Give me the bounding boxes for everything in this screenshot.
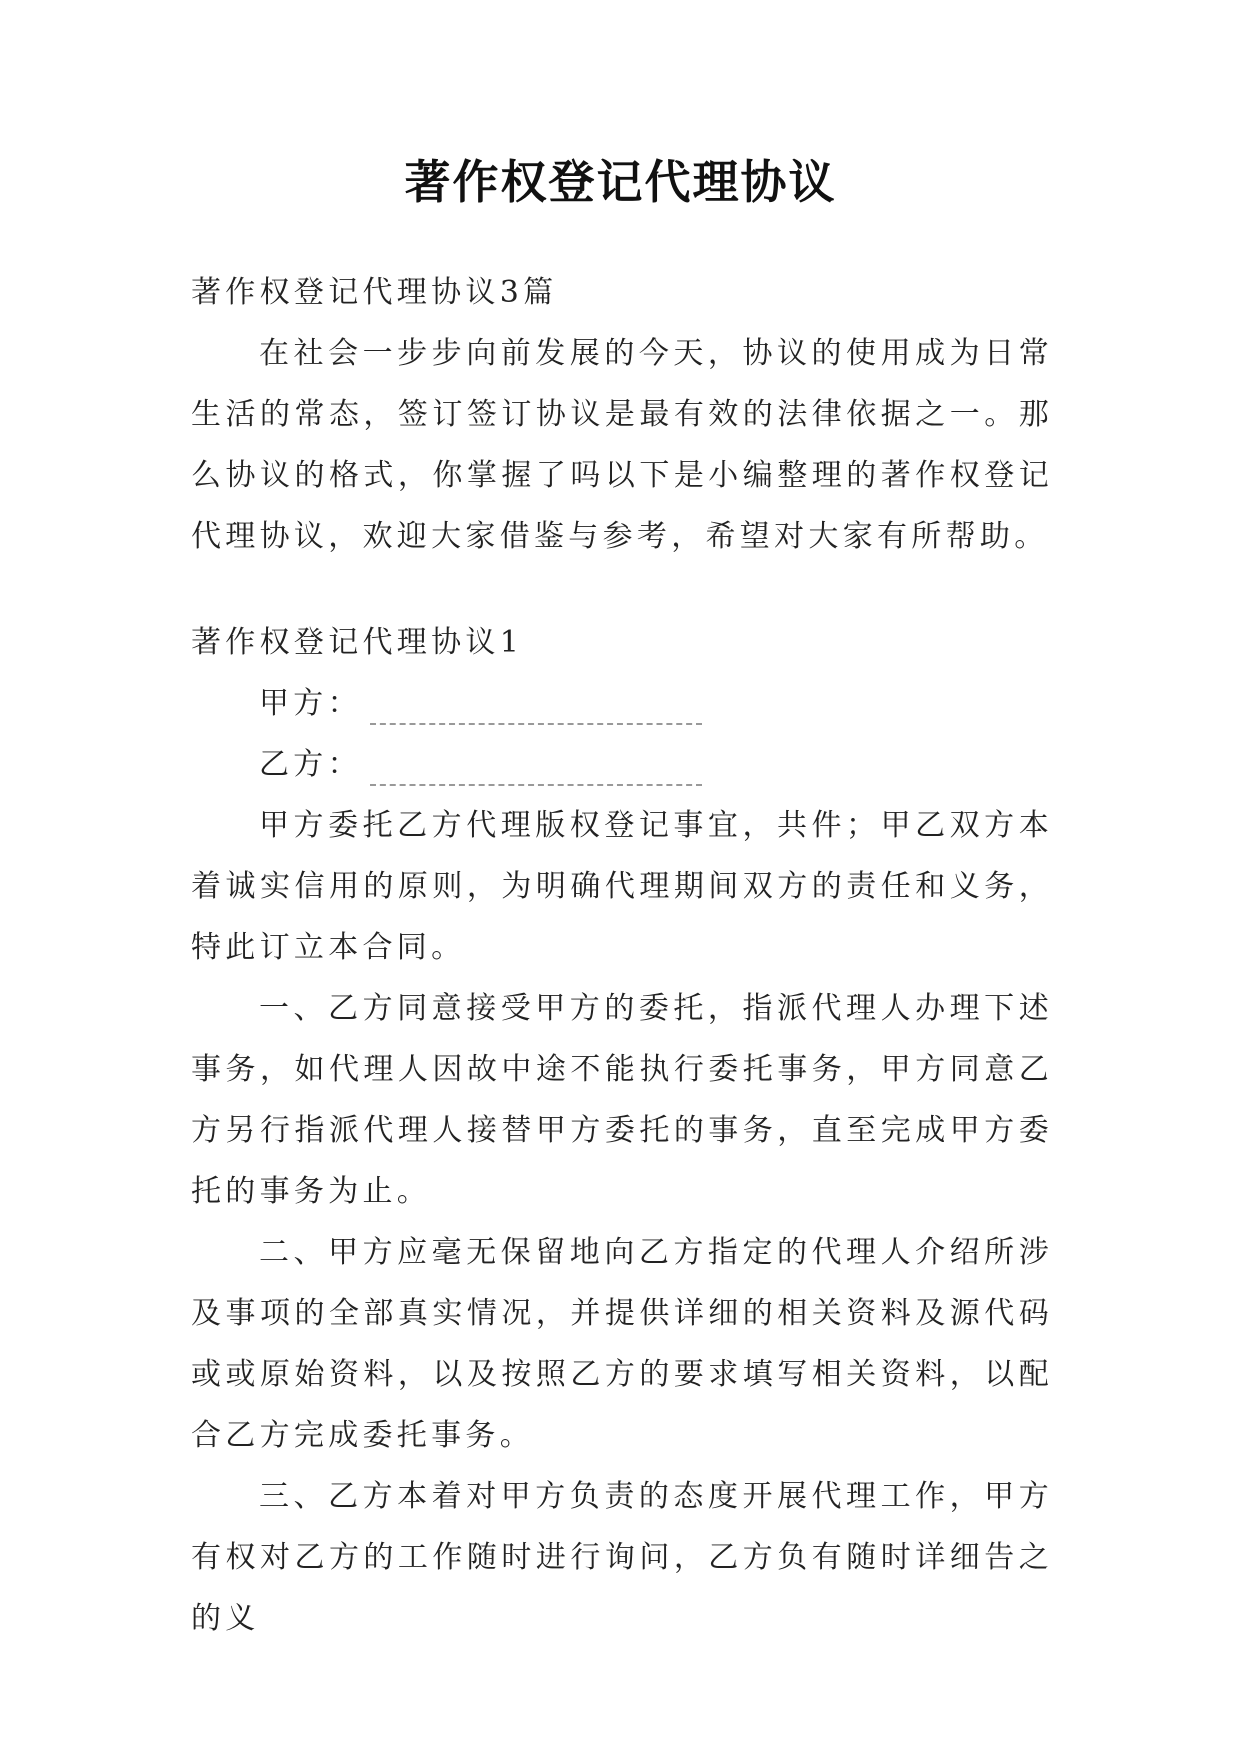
paragraph-clause-2: 二、甲方应毫无保留地向乙方指定的代理人介绍所涉及事项的全部真实情况，并提供详细的相关资料及源代码或或原始资料，以及按照乙方的要求填写相关资料，以配合乙方完成委托事务。 [191, 1235, 1053, 1453]
paragraph-clause-1: 一、乙方同意接受甲方的委托，指派代理人办理下述事务，如代理人因故中途不能执行委托事务，甲方同意乙方另行指派代理人接替甲方委托的事务，直至完成甲方委托的事务为止。 [191, 991, 1053, 1209]
section-heading: 著作权登记代理协议1 [191, 625, 524, 660]
intro-heading: 著作权登记代理协议3篇 [191, 275, 558, 310]
intro-paragraph: 在社会一步步向前发展的今天，协议的使用成为日常生活的常态，签订签订协议是最有效的法律依据之一。那么协议的格式，你掌握了吗以下是小编整理的著作权登记代理协议，欢迎大家借鉴与参考，希望对大家有所帮助。 [191, 336, 1053, 554]
document-title: 著作权登记代理协议 [404, 155, 837, 209]
party-a-label: 甲方： [259, 686, 362, 721]
party-b-field [191, 734, 1053, 795]
paragraph-clause-3: 三、乙方本着对甲方负责的态度开展代理工作，甲方有权对乙方的工作随时进行询问，乙方负有随时详细告之的义 [191, 1479, 1053, 1636]
party-a-blank-line [370, 721, 702, 725]
party-b-label: 乙方： [259, 747, 362, 782]
party-b-blank-line [370, 782, 702, 786]
section-gap [191, 567, 1053, 612]
party-a-field [191, 673, 1053, 734]
paragraph-commission: 甲方委托乙方代理版权登记事宜，共件；甲乙双方本着诚实信用的原则，为明确代理期间双方的责任和义务，特此订立本合同。 [191, 808, 1053, 965]
document-body [191, 262, 1053, 1649]
